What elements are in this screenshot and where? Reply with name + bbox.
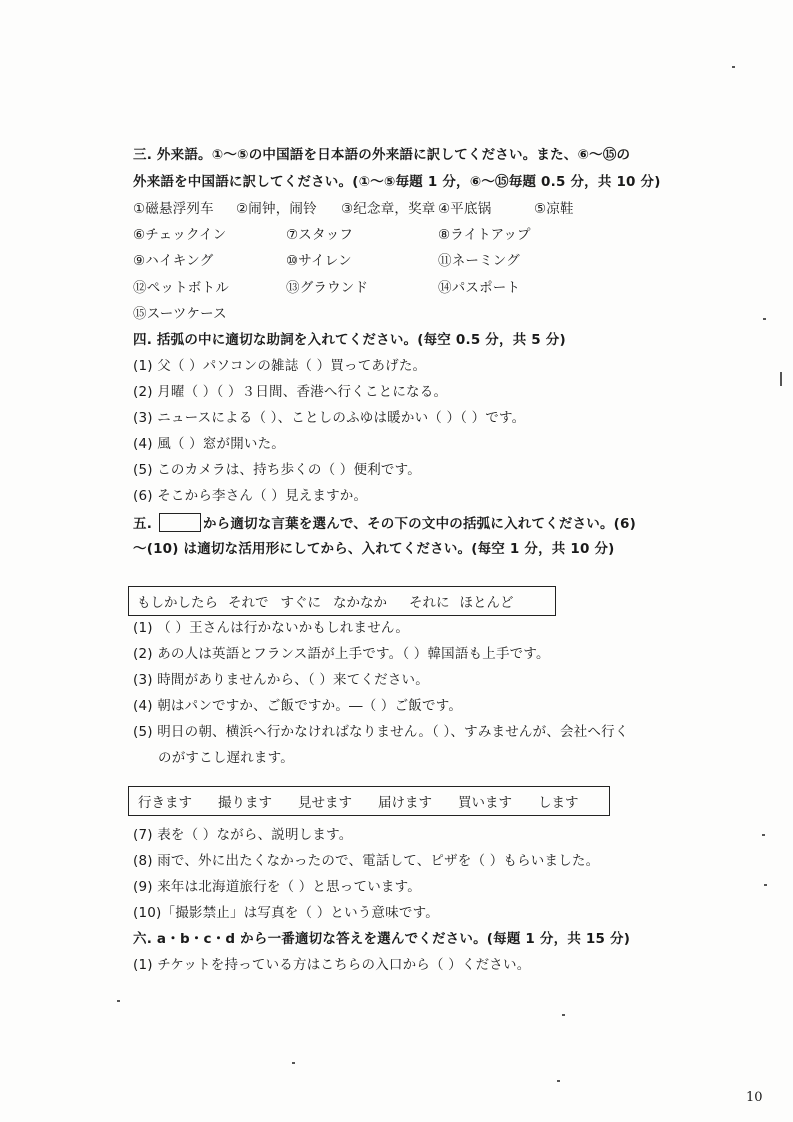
section3-heading-line1: 三. 外来語。①～⑤の中国語を日本語の外来語に訳してください。また、⑥～⑮の bbox=[133, 147, 631, 163]
question-item: (1) 父（ ）パソコンの雑誌（ ）買ってあげた。 bbox=[133, 358, 427, 374]
question-item: (10)「撮影禁止」は写真を（ ）という意味です。 bbox=[133, 905, 439, 921]
section5-heading-text: から適切な言葉を選んで、その下の文中の括弧に入れてください。(6) bbox=[202, 516, 636, 532]
blank-box bbox=[159, 513, 201, 532]
word-choice: すぐに bbox=[280, 595, 321, 611]
question-item: (6) そこから李さん（ ）見えますか。 bbox=[133, 488, 368, 504]
question-item: (3) 時間がありませんから、（ ）来てください。 bbox=[133, 672, 429, 688]
page-number: 10 bbox=[746, 1090, 763, 1105]
vocab-item: ⑪ネーミング bbox=[438, 253, 520, 269]
word-choice: 行きます bbox=[138, 795, 192, 811]
word-choice-box-2 bbox=[128, 786, 610, 816]
question-item: (1) チケットを持っている方はこちらの入口から（ ）ください。 bbox=[133, 957, 531, 973]
section-number: 五. bbox=[133, 516, 153, 532]
question-item: (8) 雨で、外に出たくなかったので、電話して、ピザを（ ）もらいました。 bbox=[133, 853, 600, 869]
word-choice: それで bbox=[228, 595, 269, 611]
question-item: (2) あの人は英語とフランス語が上手です。（ ）韓国語も上手です。 bbox=[133, 646, 550, 662]
scan-speck bbox=[762, 834, 765, 836]
scan-speck bbox=[764, 884, 767, 886]
scan-speck bbox=[780, 372, 782, 386]
vocab-row-5 bbox=[133, 305, 673, 323]
vocab-item: ⑮スーツケース bbox=[133, 306, 227, 322]
question-item: (9) 来年は北海道旅行を（ ）と思っています。 bbox=[133, 879, 421, 895]
vocab-item: ⑥チェックイン bbox=[133, 227, 227, 243]
word-choice: 届けます bbox=[378, 795, 432, 811]
section6-heading: 六. a・b・c・d から一番適切な答えを選んでください。(每題 1 分，共 15 分) bbox=[133, 931, 631, 947]
vocab-row-4 bbox=[133, 279, 673, 297]
vocab-row-3 bbox=[133, 252, 673, 270]
section5-heading-line2: ～(10) は適切な活用形にしてから、入れてください。(每空 1 分，共 10 分) bbox=[133, 541, 615, 557]
vocab-item: ⑨ハイキング bbox=[133, 253, 214, 269]
scan-speck bbox=[562, 1014, 565, 1016]
scan-speck bbox=[117, 1000, 120, 1002]
word-choice: それに bbox=[409, 595, 450, 611]
question-item: (4) 風（ ）窓が開いた。 bbox=[133, 436, 286, 452]
vocab-row-2 bbox=[133, 226, 673, 244]
question-item: (5) 明日の朝、横浜へ行かなければなりません。（ ）、すみませんが、会社へ行く bbox=[133, 724, 629, 740]
scan-speck bbox=[732, 66, 735, 68]
word-choice-box-1 bbox=[128, 586, 556, 616]
vocab-item: ②闹钟，闹铃 bbox=[236, 201, 317, 217]
vocab-item: ⑤凉鞋 bbox=[534, 201, 574, 217]
section3-heading-line2: 外来語を中国語に訳してください。(①～⑤毎題 1 分，⑥～⑮毎題 0.5 分，共 10 分) bbox=[133, 174, 661, 190]
vocab-item: ④平底锅 bbox=[438, 201, 492, 217]
scan-speck bbox=[557, 1080, 560, 1082]
word-choice: します bbox=[538, 795, 579, 811]
word-choice: 見せます bbox=[298, 795, 352, 811]
question-item: (1) （ ）王さんは行かないかもしれません。 bbox=[133, 620, 410, 636]
question-item: (5) このカメラは、持ち歩くの（ ）便利です。 bbox=[133, 462, 421, 478]
vocab-item: ⑭パスポート bbox=[438, 280, 521, 296]
vocab-item: ⑦スタッフ bbox=[286, 227, 354, 243]
vocab-item: ⑬グラウンド bbox=[286, 280, 369, 296]
vocab-item: ③纪念章，奖章 bbox=[341, 201, 436, 217]
word-choice: なかなか bbox=[333, 595, 387, 611]
scan-speck bbox=[763, 318, 766, 320]
question-item: (7) 表を（ ）ながら、説明します。 bbox=[133, 827, 353, 843]
word-choice: 撮ります bbox=[218, 795, 272, 811]
question-item: (2) 月曜（ ）（ ）３日間、香港へ行くことになる。 bbox=[133, 384, 448, 400]
word-choice: ほとんど bbox=[459, 595, 514, 611]
vocab-item: ⑫ペットボトル bbox=[133, 280, 229, 296]
vocab-item: ⑧ライトアップ bbox=[438, 227, 531, 243]
question-item: (3) ニュースによる（ ）、ことしのふゆは暖かい（ ）（ ）です。 bbox=[133, 410, 526, 426]
question-item: (4) 朝はパンですか、ご飯ですか。―（ ）ご飯です。 bbox=[133, 698, 463, 714]
section5-heading-line1 bbox=[133, 513, 636, 533]
scan-speck bbox=[292, 1062, 295, 1064]
word-choice: もしかしたら bbox=[137, 595, 218, 611]
section4-heading: 四. 括弧の中に適切な助詞を入れてください。(每空 0.5 分，共 5 分) bbox=[133, 332, 566, 348]
vocab-row-1 bbox=[133, 200, 673, 218]
question-item-continuation: のがすこし遅れます。 bbox=[158, 750, 294, 766]
vocab-item: ⑩サイレン bbox=[286, 253, 352, 269]
vocab-item: ①磁悬浮列车 bbox=[133, 201, 214, 217]
word-choice: 買います bbox=[458, 795, 512, 811]
